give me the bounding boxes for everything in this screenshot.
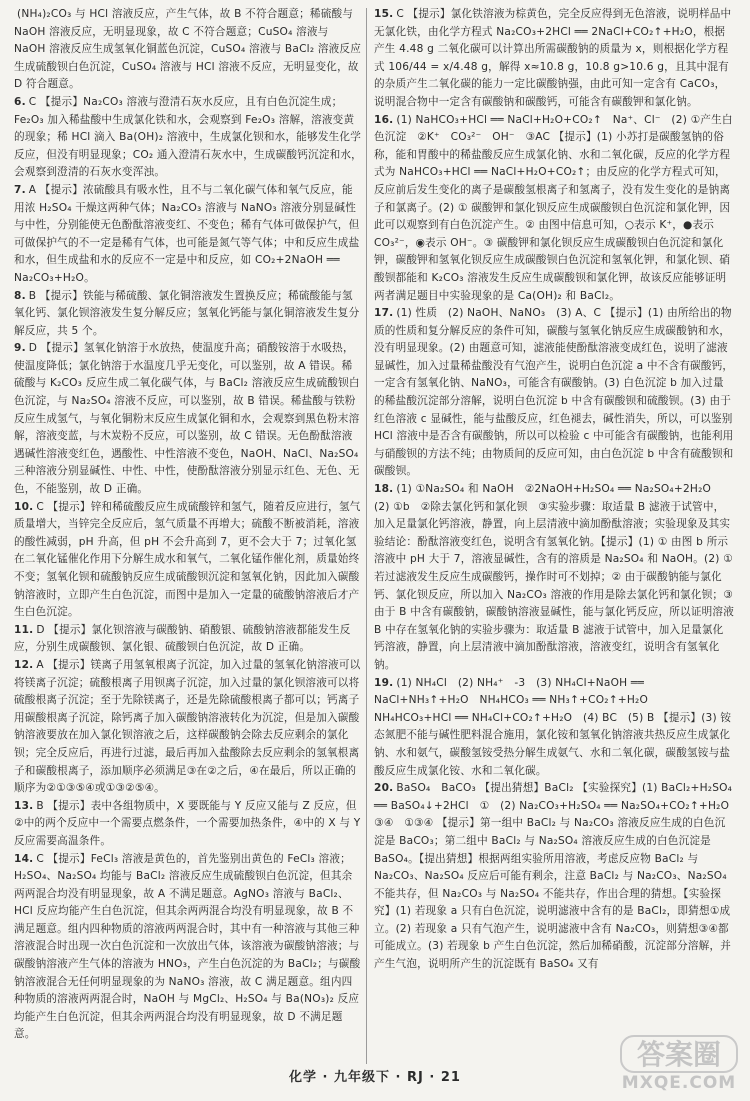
answer-number: 15. bbox=[374, 8, 394, 20]
right-column bbox=[374, 6, 740, 974]
answer-item bbox=[374, 112, 734, 306]
answer-item bbox=[14, 851, 362, 1045]
answer-text: C 【提示】Na₂CO₃ 溶液与澄清石灰水反应，且有白色沉淀生成；Fe₂O₃ 加入稀盐酸中生成氯化铁和水，会观察到 Fe₂O₃ 溶解，溶液变黄的现象；稀 HCl 滴入 Ba(OH)₂ 溶液中，生成氯化钡和水，能够发生化学反应，但没有明显现象；CO₂ 通入澄清石灰水中，生成碳酸钙沉淀和水，会观察到澄清的石灰水变浑浊。 bbox=[14, 95, 362, 179]
answer-item bbox=[14, 798, 362, 851]
page-footer: 化学 · 九年级下 · RJ · 21 bbox=[289, 1070, 461, 1085]
answer-text: B 【提示】表中各组物质中，X 要既能与 Y 反应又能与 Z 反应，但②中的两个反应中一个需要点燃条件，一个需要加热条件，④中的 X 与 Y 反应需要高温条件。 bbox=[14, 799, 361, 847]
answer-number: 18. bbox=[374, 483, 394, 496]
answer-number: 6. bbox=[14, 95, 26, 108]
answer-item bbox=[374, 6, 734, 112]
answer-text: C 【提示】锌和稀硫酸反应生成硫酸锌和氢气，随着反应进行，氢气质量增大，当锌完全反应后，氢气质量不再增大；硫酸不断被消耗，溶液的酸性减弱，pH 升高，但 pH 不会升高到 7，更不会大于 7；过氧化氢在二氧化锰催化作用下分解生成水和氧气，二氧化锰作催化剂，质量始终不变；氢氧化钡和硫酸钠反应生成硫酸钡沉淀和氢氧化钠，因此加入碳酸钠溶液时，立即产生白色沉淀，而图中是加入一定量的硫酸钠溶液后才产生白色沉淀。 bbox=[14, 500, 361, 619]
answer-item bbox=[374, 305, 734, 481]
answer-text: A 【提示】镁离子用氢氧根离子沉淀，加入过量的氢氧化钠溶液可以将镁离子沉淀；硫酸根离子用钡离子沉淀，加入过量的氯化钡溶液可以将硫酸根离子沉淀；至于先除镁离子，还是先除硫酸根离子都可以；钙离子用碳酸根离子沉淀，除钙离子加入碳酸钠溶液转化为沉淀，但是加入碳酸钠溶液要放在加入氯化钡溶液之后，这样碳酸钠会除去反应剩余的氯化钡；完全反应后，再进行过滤，最后再加入盐酸除去反应剩余的氢氧根离子和碳酸根离子，添加顺序必须满足③在②之后，④在最后，所以正确的顺序为②①③⑤④或①③②⑤④。 bbox=[14, 658, 361, 795]
answer-number: 16. bbox=[374, 113, 394, 126]
watermark-site: MXQE.COM bbox=[621, 1073, 737, 1093]
answer-item bbox=[374, 675, 734, 781]
answer-item bbox=[14, 657, 362, 798]
answer-text: (1) 性质 (2) NaOH、NaNO₃ (3) A、C 【提示】(1) 由所给出的物质的性质和复分解反应的条件可知，碳酸与氢氧化钠反应生成碳酸钠和水，没有明显现象。(2) 由题意可知，滤液能使酚酞溶液变成红色，说明了滤液显碱性，加入过量稀盐酸没有气泡产生，说明白色沉淀 a 中不含有碳酸钙，一定含有氢氧化钠、NaNO₃，可能含有碳酸钠。(3) 白色沉淀 b 加入过量的稀盐酸沉淀部分溶解，说明白色沉淀 b 中含有碳酸钡和硫酸钡。(3) 由于红色溶液 c 显碱性，能与盐酸反应，红色褪去，碱性消失，所以，可以鉴别 HCl 溶液中是否含有碳酸钠，所以可以检验 c 中可能含有碳酸钠，也能利用与硝酸钡的方法不纯；由物质间的反应可知，由白色沉淀 b 中含有硫酸钡和碳酸钡。 bbox=[374, 307, 734, 478]
column-divider bbox=[366, 8, 367, 1064]
answer-item bbox=[14, 6, 362, 94]
answer-item bbox=[14, 622, 362, 657]
answer-text: B 【提示】铁能与稀硫酸、氯化铜溶液发生置换反应；稀硫酸能与氢氧化钙、氯化钡溶液发生复分解反应；氢氧化钙能与氯化铜溶液发生复分解反应，共 5 个。 bbox=[14, 289, 360, 337]
answer-number: 19. bbox=[374, 676, 394, 689]
answer-text: D 【提示】氢氧化钠溶于水放热，使温度升高；硝酸铵溶于水吸热，使温度降低；氯化钠溶于水温度几乎无变化，可以鉴别，故 A 错误。稀硫酸与 K₂CO₃ 反应生成二氧化碳气体，与 BaCl₂ 溶液反应生成硫酸钡白色沉淀，与 Na₂SO₄ 溶液不反应，可以鉴别，故 B 错误。稀盐酸与铁粉反应生成氢气，与氧化铜粉末反应生成氯化铜和水，会观察到黑色粉末溶解，溶液变蓝，与木炭粉不反应，可以鉴别，故 C 错误。无色酚酞溶液遇碱性溶液变红色，遇酸性、中性溶液不变色，NaOH、NaCl、Na₂SO₄ 三种溶液分别显碱性、中性、中性，使酚酞溶液分别显示红色、无色、无色，不能鉴别，故 D 正确。 bbox=[14, 342, 360, 496]
left-column bbox=[14, 6, 362, 1044]
answer-number: 10. bbox=[14, 500, 34, 513]
answer-text: A 【提示】浓硫酸具有吸水性，且不与二氧化碳气体和氧气反应，能用浓 H₂SO₄ 干燥这两种气体；Na₂CO₃ 溶液与 NaNO₃ 溶液分别显碱性与中性，分别能使无色酚酞溶液变红、不变色；稀有气体可做保护气，但可做保护气的不一定是稀有气体，也可能是氮气等气体；中和反应生成盐和水，但生成盐和水的反应不一定是中和反应，如 CO₂+2NaOH ══ Na₂CO₃+H₂O。 bbox=[14, 183, 360, 284]
answer-item bbox=[14, 288, 362, 341]
answer-item bbox=[374, 780, 740, 974]
answer-text: D 【提示】氯化钡溶液与碳酸钠、硝酸银、硫酸钠溶液都能发生反应，分别生成碳酸钡、氯化银、硫酸钡白色沉淀，故 D 正确。 bbox=[14, 623, 351, 654]
answer-number: 14. bbox=[14, 852, 34, 865]
answer-number: 9. bbox=[14, 342, 26, 355]
answer-number: 20. bbox=[374, 782, 394, 795]
answer-item bbox=[14, 182, 362, 288]
watermark-logo: 答案圈 bbox=[620, 1035, 738, 1073]
answer-text: C 【提示】FeCl₃ 溶液是黄色的，首先鉴别出黄色的 FeCl₃ 溶液；H₂SO₄、Na₂SO₄ 均能与 BaCl₂ 溶液反应生成硫酸钡白色沉淀，但其余两两混合均没有明显现象，故 A 不满足题意。AgNO₃ 溶液与 BaCl₂、HCl 反应均能产生白色沉淀，但其余两两混合均没有明显现象，故 B 不满足题意。组内四种物质的溶液两两混合时，其中有一种溶液与其他三种溶液混合时出现一次白色沉淀和一次放出气体，该溶液为碳酸钠溶液；与碳酸钠溶液产生气体的溶液为 HNO₃，产生白色沉淀的为 BaCl₂；与碳酸钠溶液混合无任何明显现象的为 NaNO₃ 溶液，故 C 满足题意。组内四种物质的溶液两两混合时，NaOH 与 MgCl₂、H₂SO₄ 与 Ba(NO₃)₂ 反应均能产生白色沉淀，但其余两两混合均没有明显现象，故 D 不满足题意。 bbox=[14, 852, 361, 1041]
answer-item bbox=[374, 481, 734, 675]
answer-item bbox=[14, 499, 362, 622]
answer-text: C 【提示】氯化铁溶液为棕黄色，完全反应得到无色溶液，说明样品中无氯化铁，由化学方程式 Na₂CO₃+2HCl ══ 2NaCl+CO₂↑+H₂O，根据产生 4.48 g 二氧化碳可以计算出所需碳酸钠的质量为 x，则根据化学方程式 106/44 = x/4.48 g，解得 x≈10.8 g，10.8 g>10.6 g，且其中混有的杂质产生二氧化碳的能力一定比碳酸钠强，由此可知一定含有 CaCO₃，说明混合物中一定含有碳酸钠和碳酸钙，可能含有碳酸钾和氯化钠。 bbox=[374, 8, 732, 108]
answer-number: 11. bbox=[14, 623, 34, 636]
answer-text: (1) NaHCO₃+HCl ══ NaCl+H₂O+CO₂↑ Na⁺、Cl⁻ (2) ①产生白色沉淀 ②K⁺ CO₃²⁻ OH⁻ ③AC 【提示】(1) 小苏打是碳酸氢钠的俗称，能和胃酸中的稀盐酸反应生成氯化钠、水和二氧化碳，反应的化学方程式为 NaHCO₃+HCl ══ NaCl+H₂O+CO₂↑；由反应的化学方程式可知，反应前后发生变化的离子是碳酸氢根离子和氢离子，没有发生变化的是钠离子和氯离子。(2) ① 碳酸钾和氯化钡反应生成碳酸钡白色沉淀和氯化钾，因此可以观察到有白色沉淀产生。② 由图中信息可知，○表示 K⁺，●表示 CO₃²⁻，◉表示 OH⁻。③ 碳酸钾和氯化钡反应生成碳酸钡白色沉淀和氯化钾，碳酸钾和氢氧化钡反应生成碳酸钡白色沉淀和氢氧化钾，和氯化钡、硝酸钡都能和 K₂CO₃ 溶液发生反应生成碳酸钡和氯化钾，故该反应能够证明两者满足题目中实验现象的是 Ca(OH)₂ 和 BaCl₂。 bbox=[374, 113, 733, 302]
answer-number: 12. bbox=[14, 658, 34, 671]
answer-number: 13. bbox=[14, 799, 34, 812]
answer-item bbox=[14, 94, 362, 182]
answer-text: BaSO₄ BaCO₃ 【提出猜想】BaCl₂ 【实验探究】(1) BaCl₂+H₂SO₄ ══ BaSO₄↓+2HCl ① (2) Na₂CO₃+H₂SO₄ ══ Na₂SO₄+CO₂↑+H₂O ③④ ①③④ 【提示】第一组中 BaCl₂ 与 Na₂CO₃ 溶液反应生成的白色沉淀是 BaCO₃；第二组中 BaCl₂ 与 Na₂SO₄ 溶液反应生成的白色沉淀是 BaSO₄。【提出猜想】根据两组实验所用溶液，考虑反应物 BaCl₂ 与 Na₂CO₃、Na₂SO₄ 反应后可能有剩余，注意 BaCl₂ 与 Na₂CO₃、Na₂SO₄ 不能共存，但 Na₂CO₃ 与 Na₂SO₄ 不能共存，作出合理的猜想。【实验探究】(1) 若现象 a 只有白色沉淀，说明滤液中含有的是 BaCl₂，即猜想①成立。(2) 若现象 a 只有气泡产生，说明滤液中含有 Na₂CO₃，则猜想③④都可能成立。(3) 若现象 b 产生白色沉淀，然后加稀硝酸，沉淀部分溶解，并产生气泡，说明所产生的沉淀既有 BaSO₄ 又有 bbox=[374, 782, 740, 971]
answer-number: 17. bbox=[374, 307, 394, 320]
answer-item bbox=[14, 340, 362, 498]
watermark bbox=[620, 1035, 738, 1093]
answer-number: 7. bbox=[14, 183, 26, 196]
answer-text: (NH₄)₂CO₃ 与 HCl 溶液反应，产生气体，故 B 不符合题意；稀硫酸与 NaOH 溶液反应，无明显现象，故 C 不符合题意；CuSO₄ 溶液与 NaOH 溶液反应生成氢氧化铜蓝色沉淀，CuSO₄ 溶液与 BaCl₂ 溶液反应生成硫酸钡白色沉淀，CuSO₄ 溶液与 HCl 溶液不反应，无明显变化，故 D 符合题意。 bbox=[14, 8, 362, 91]
answer-text: (1) ①Na₂SO₄ 和 NaOH ②2NaOH+H₂SO₄ ══ Na₂SO₄+2H₂O (2) ①b ②除去氯化钙和氯化钡 ③实验步骤：取适量 B 滤液于试管中，加入足量氯化钙溶液，静置，向上层清液中滴加酚酞溶液；实验现象及其实验结论：酚酞溶液变红色，说明含有氢氧化钠。【提示】(1) ① 由图 b 所示溶液中 pH 大于 7，溶液显碱性，含有的溶质是 Na₂SO₄ 和 NaOH。(2) ① 若过滤液发生反应生成碳酸钙，操作时可不划掉；② 由于碳酸钠能与氯化钙、氯化钡反应，所以加入 Na₂CO₃ 溶液的作用是除去氯化钙和氯化钡；③ 由于 B 中含有碳酸钠，碳酸钠溶液显碱性，能与氯化钙反应，所以证明溶液 B 中存在氢氧化钠的实验步骤为：取适量 B 滤液于试管中，加入足量氯化钙溶液，静置，向上层清液中滴加酚酞溶液，溶液变红，说明含有氢氧化钠。 bbox=[374, 483, 734, 671]
answer-text: (1) NH₄Cl (2) NH₄⁺ -3 (3) NH₄Cl+NaOH ══ NaCl+NH₃↑+H₂O NH₄HCO₃ ══ NH₃↑+CO₂↑+H₂O NH₄HCO₃+HCl ══ NH₄Cl+CO₂↑+H₂O (4) BC (5) B 【提示】(3) 铵态氮肥不能与碱性肥料混合施用，氯化铵和氢氧化钠溶液共热反应生成氯化钠、水和氨气，碳酸氢铵受热分解生成氨气、水和二氧化碳，碳酸氢铵与盐酸反应生成氯化铵、水和二氧化碳。 bbox=[374, 676, 732, 777]
answer-number: 8. bbox=[14, 289, 26, 302]
